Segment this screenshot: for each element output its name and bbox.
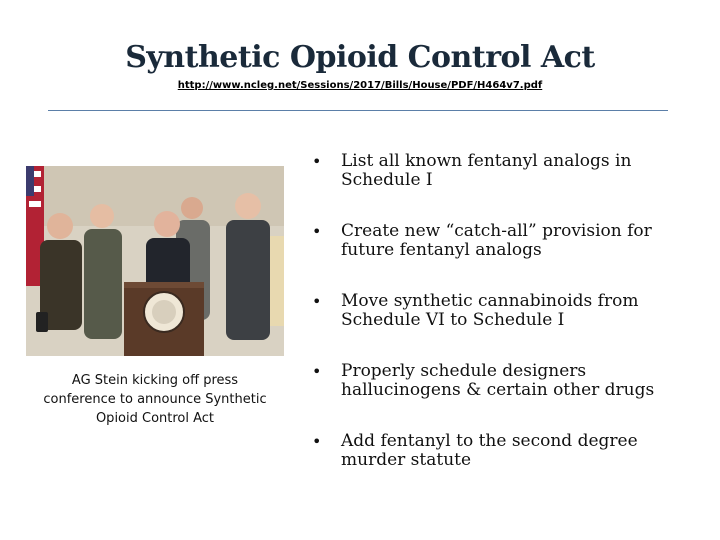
bullet-item — [308, 222, 700, 260]
bullet-dot: • — [312, 292, 322, 311]
bullet-item — [308, 362, 700, 400]
bill-link[interactable]: http://www.ncleg.net/Sessions/2017/Bills/House/PDF/H464v7.pdf — [177, 80, 543, 91]
bullet-text: Create new “catch-all” provision for future fentanyl analogs — [341, 221, 652, 260]
bullet-item — [308, 432, 700, 470]
press-conference-photo — [26, 166, 284, 356]
bullet-list — [308, 152, 700, 502]
slide-title: Synthetic Opioid Control Act — [125, 40, 595, 75]
bullet-text: Properly schedule designers hallucinogens & certain other drugs — [341, 361, 655, 400]
title-divider — [48, 110, 668, 111]
press-conference-image — [26, 166, 284, 356]
bullet-item — [308, 292, 700, 330]
bullet-dot: • — [312, 222, 322, 241]
bullet-dot: • — [312, 432, 322, 451]
photo-caption: AG Stein kicking off press conference to announce Synthetic Opioid Control Act — [43, 373, 267, 426]
bullet-text: List all known fentanyl analogs in Schedule I — [341, 151, 632, 190]
bullet-text: Add fentanyl to the second degree murder statute — [341, 431, 638, 470]
bullet-dot: • — [312, 362, 322, 381]
bullet-item — [308, 152, 700, 190]
bullet-dot: • — [312, 152, 322, 171]
bullet-text: Move synthetic cannabinoids from Schedule VI to Schedule I — [341, 291, 639, 330]
